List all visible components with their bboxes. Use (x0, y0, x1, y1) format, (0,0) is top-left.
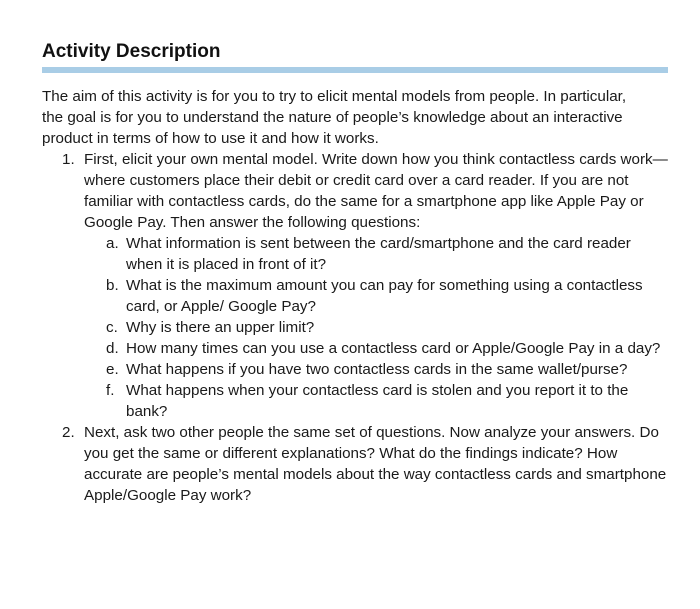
question-text: What happens if you have two contactless cards in the same wallet/purse? (126, 361, 628, 378)
question-letter: d. (106, 340, 119, 357)
question-item (106, 359, 671, 380)
question-letter: c. (106, 319, 118, 336)
question-text: What is the maximum amount you can pay for something using a contactless card, or Apple/ Google Pay? (126, 277, 643, 315)
question-item (106, 338, 671, 359)
question-text: What information is sent between the card/smartphone and the card reader when it is placed in front of it? (126, 235, 631, 273)
question-letter: a. (106, 235, 119, 252)
intro-paragraph: The aim of this activity is for you to try to elicit mental models from people. In particular, the goal is for you to understand the nature of people’s knowledge about an interactive product in terms of how to use it and how it works. (42, 88, 627, 147)
question-letter: f. (106, 382, 115, 399)
question-letter: b. (106, 277, 119, 294)
question-item (106, 380, 671, 422)
title-underline (42, 67, 668, 73)
question-item (106, 317, 671, 338)
question-item (106, 233, 671, 275)
question-text: How many times can you use a contactless card or Apple/Google Pay in a day? (126, 340, 661, 357)
step-number: 2. (62, 424, 75, 441)
question-text: Why is there an upper limit? (126, 319, 315, 336)
question-letter: e. (106, 361, 119, 378)
page-title: Activity Description (42, 41, 221, 62)
question-item (106, 275, 671, 317)
step-item (62, 149, 669, 422)
question-text: What happens when your contactless card is stolen and you report it to the bank? (126, 382, 629, 420)
step-item (62, 422, 669, 506)
steps-list (42, 149, 668, 506)
step-text: First, elicit your own mental model. Write down how you think contactless cards work—where customers place their debit or credit card over a card reader. If you are not familiar with contactless cards, do the same for a smartphone app like Apple Pay or Google Pay. Then answer the following questions: (84, 151, 668, 231)
questions-list (84, 233, 669, 422)
step-text: Next, ask two other people the same set of questions. Now analyze your answers. Do you get the same or different explanations? What do the findings indicate? How accurate are people’s mental models about the way contactless cards and smartphone Apple/Google Pay work? (84, 424, 667, 504)
step-number: 1. (62, 151, 75, 168)
